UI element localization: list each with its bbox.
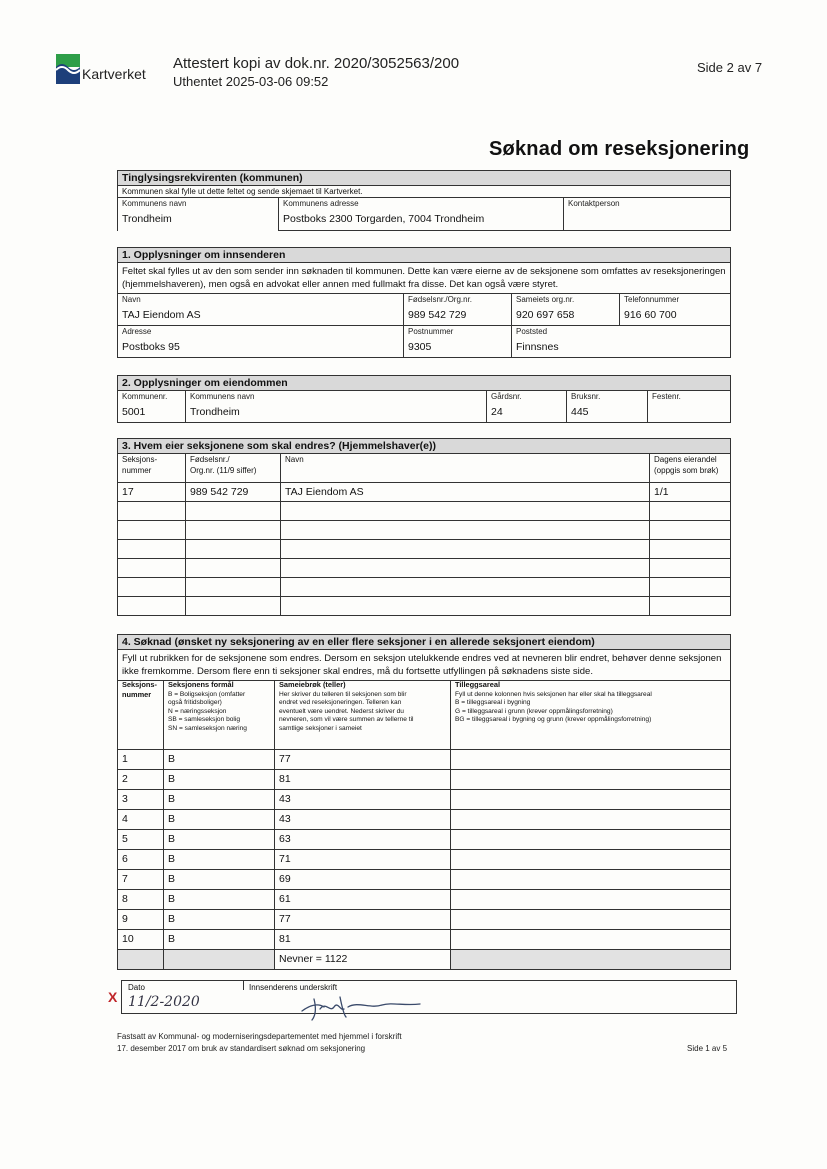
owner-seksjon-cell[interactable]: 17 [118,483,186,502]
footer-page-number: Side 1 av 5 [687,1044,728,1053]
empty-cell[interactable] [186,597,281,616]
label-postcode: Postnummer [408,327,454,336]
handwritten-signature [296,987,426,1021]
label-address: Adresse [122,327,152,336]
formal-cell[interactable]: B [164,870,275,890]
seksjon-cell[interactable]: 4 [118,810,164,830]
owner-share-cell[interactable]: 1/1 [650,483,731,502]
empty-cell[interactable] [650,521,731,540]
kommune-field[interactable]: Trondheim [190,406,240,418]
teller-cell[interactable]: 77 [275,910,451,930]
label-kommune-name: Kommunens navn [122,199,187,208]
date-field[interactable]: 11/2-2020 [128,994,200,1010]
section-3-owners [117,438,731,616]
formal-cell[interactable]: B [164,810,275,830]
postcode-field[interactable]: 9305 [408,341,432,353]
empty-cell[interactable] [118,578,186,597]
signature-divider [243,980,244,990]
formal-cell[interactable]: B [164,850,275,870]
section-2-property [117,375,731,423]
formal-cell[interactable]: B [164,890,275,910]
header-seksjon: Seksjons- nummer [118,681,164,750]
seksjon-cell[interactable]: 6 [118,850,164,870]
empty-cell[interactable] [118,502,186,521]
table-row [118,750,731,770]
teller-cell[interactable]: 63 [275,830,451,850]
table-row [118,502,731,521]
teller-cell[interactable]: 61 [275,890,451,910]
kommunenr-field[interactable]: 5001 [122,406,146,418]
blank-cell [118,950,164,970]
tilleggsareal-cell[interactable] [451,930,731,950]
header-id: Fødselsnr./ Org.nr. (11/9 siffer) [186,454,281,483]
empty-cell[interactable] [650,559,731,578]
x-mark: X [108,989,118,1005]
formal-cell[interactable]: B [164,750,275,770]
seksjon-cell[interactable]: 2 [118,770,164,790]
owner-id-cell[interactable]: 989 542 729 [186,483,281,502]
empty-cell[interactable] [186,540,281,559]
requester-section [117,170,731,231]
table-row [118,597,731,616]
teller-cell[interactable]: 81 [275,770,451,790]
empty-cell[interactable] [281,521,650,540]
seksjon-cell[interactable]: 3 [118,790,164,810]
table-row [118,540,731,559]
empty-cell[interactable] [118,559,186,578]
table-row [118,559,731,578]
nevner-value[interactable]: Nevner = 1122 [275,950,451,970]
label-name: Navn [122,295,141,304]
table-row [118,930,731,950]
teller-cell[interactable]: 69 [275,870,451,890]
label-id: Fødselsnr./Org.nr. [408,295,473,304]
section-title: 2. Opplysninger om eiendommen [118,376,731,391]
label-phone: Telefonnummer [624,295,680,304]
tilleggsareal-cell[interactable] [451,810,731,830]
section-title: Tinglysingsrekvirenten (kommunen) [118,171,731,186]
header-navn: Navn [281,454,650,483]
applicant-id-field[interactable]: 989 542 729 [408,309,467,321]
tilleggsareal-cell[interactable] [451,910,731,930]
teller-cell[interactable]: 43 [275,810,451,830]
formal-cell[interactable]: B [164,830,275,850]
tilleggsareal-cell[interactable] [451,850,731,870]
empty-cell[interactable] [281,578,650,597]
address-field[interactable]: Postboks 95 [122,341,180,353]
section-title: 3. Hvem eier seksjonene som skal endres? (Hjemmelshaver(e)) [118,439,731,454]
document-title: Attestert kopi av dok.nr. 2020/3052563/200 [173,55,460,72]
empty-cell[interactable] [281,597,650,616]
section-4-application [117,634,731,970]
gnr-field[interactable]: 24 [491,406,503,418]
teller-cell[interactable]: 77 [275,750,451,770]
fetched-timestamp: Uthentet 2025-03-06 09:52 [173,74,329,89]
tilleggsareal-cell[interactable] [451,830,731,850]
footer-line-1: Fastsatt av Kommunal- og moderniseringsdepartementet med hjemmel i forskrift [117,1032,402,1041]
empty-cell[interactable] [186,502,281,521]
formal-cell[interactable]: B [164,770,275,790]
table-row [118,870,731,890]
empty-cell[interactable] [281,540,650,559]
form-title: Søknad om reseksjonering [489,138,750,160]
label-gnr: Gårdsnr. [491,392,522,401]
label-org: Sameiets org.nr. [516,295,575,304]
header-tilleggsareal: Tilleggsareal Fyll ut denne kolonnen hvis seksjonen har eller skal ha tilleggsareal B = tilleggsareal i bygning G = tilleggsareal i grunn (krever oppmålingsforretning) BG = tilleggsareal i bygning og grunn (krever oppmålingsforretning) [451,681,731,750]
table-row [118,830,731,850]
phone-field[interactable]: 916 60 700 [624,309,677,321]
empty-cell[interactable] [281,502,650,521]
kommune-name-field[interactable]: Trondheim [122,213,172,225]
kommune-address-field[interactable]: Postboks 2300 Torgarden, 7004 Trondheim [283,213,485,225]
table-row [118,850,731,870]
section-intro: Fyll ut rubrikken for de seksjonene som endres. Dersom en seksjon utelukkende endres ved at nevneren blir endret, behøver denne seksjonen ikke fremkomme. Dersom flere enn ti seksjoner skal endres, må du fortsette utfyllingen på søknadens siste side. [118,650,731,681]
signature-label: Innsenderens underskrift [249,983,338,992]
empty-cell[interactable] [650,597,731,616]
table-row [118,521,731,540]
signature-box [121,980,737,1014]
formal-cell[interactable]: B [164,790,275,810]
label-fnr: Festenr. [652,392,681,401]
section-title: 4. Søknad (ønsket ny seksjonering av en eller flere seksjoner i en allerede seksjonert eiendom) [118,635,731,650]
table-row [118,810,731,830]
formal-cell[interactable]: B [164,930,275,950]
header-formal: Seksjonens formål B = Boligseksjon (omfatter også fritidsboliger) N = næringsseksjon SB = samleseksjon bolig SN = samleseksjon næring [164,681,275,750]
contact-person-field[interactable] [568,209,726,230]
empty-cell[interactable] [118,540,186,559]
header-seksjon: Seksjons- nummer [118,454,186,483]
empty-cell[interactable] [650,502,731,521]
blank-cell [164,950,275,970]
bnr-field[interactable]: 445 [571,406,589,418]
empty-cell[interactable] [650,540,731,559]
tilleggsareal-cell[interactable] [451,890,731,910]
kartverket-logo [56,54,80,84]
seksjon-cell[interactable]: 1 [118,750,164,770]
header-brok: Sameiebrøk (teller) Her skriver du telleren til seksjonen som blir endret ved reseksjoneringen. Telleren kan eventuelt være uendret. Nederst skriver du nevneren, som vil være summen av tellerne til samtlige seksjoner i sameiet [275,681,451,750]
table-row [118,910,731,930]
blank-cell [451,950,731,970]
teller-cell[interactable]: 81 [275,930,451,950]
place-field[interactable]: Finnsnes [516,341,559,353]
section-note: Kommunen skal fylle ut dette feltet og sende skjemaet til Kartverket. [118,186,731,198]
section-intro: Feltet skal fylles ut av den som sender inn søknaden til kommunen. Dette kan være eierne av de seksjonene som omfattes av reseksjoneringen (hjemmelshaveren), men også en advokat eller annen med fullmakt fra disse. Det kan også være styret. [118,263,731,294]
nevner-row [118,950,731,970]
label-contact-person: Kontaktperson [568,199,620,208]
label-bnr: Bruksnr. [571,392,601,401]
table-row [118,578,731,597]
owner-name-cell[interactable]: TAJ Eiendom AS [281,483,650,502]
table-row [118,790,731,810]
tilleggsareal-cell[interactable] [451,790,731,810]
empty-cell[interactable] [281,559,650,578]
fnr-field[interactable] [652,402,726,422]
page-number: Side 2 av 7 [697,60,763,75]
empty-cell[interactable] [186,578,281,597]
seksjon-cell[interactable]: 9 [118,910,164,930]
label-kommune: Kommunens navn [190,392,255,401]
sameie-org-field[interactable]: 920 697 658 [516,309,575,321]
empty-cell[interactable] [186,521,281,540]
teller-cell[interactable]: 43 [275,790,451,810]
seksjon-cell[interactable]: 5 [118,830,164,850]
tilleggsareal-cell[interactable] [451,870,731,890]
label-place: Poststed [516,327,548,336]
label-kommune-address: Kommunens adresse [283,199,359,208]
logo-text: Kartverket [82,66,146,82]
empty-cell[interactable] [118,521,186,540]
label-kommunenr: Kommunenr. [122,392,168,401]
seksjon-cell[interactable]: 7 [118,870,164,890]
date-label: Dato [128,983,145,992]
teller-cell[interactable]: 71 [275,850,451,870]
empty-cell[interactable] [186,559,281,578]
table-row [118,483,731,502]
tilleggsareal-cell[interactable] [451,770,731,790]
empty-cell[interactable] [650,578,731,597]
seksjon-cell[interactable]: 10 [118,930,164,950]
section-1-applicant [117,247,731,358]
tilleggsareal-cell[interactable] [451,750,731,770]
applicant-name-field[interactable]: TAJ Eiendom AS [122,309,201,321]
seksjon-cell[interactable]: 8 [118,890,164,910]
table-row [118,770,731,790]
section-title: 1. Opplysninger om innsenderen [118,248,731,263]
header-andel: Dagens eierandel (oppgis som brøk) [650,454,731,483]
empty-cell[interactable] [118,597,186,616]
table-row [118,890,731,910]
formal-cell[interactable]: B [164,910,275,930]
footer-line-2: 17. desember 2017 om bruk av standardisert søknad om seksjonering [117,1044,366,1053]
